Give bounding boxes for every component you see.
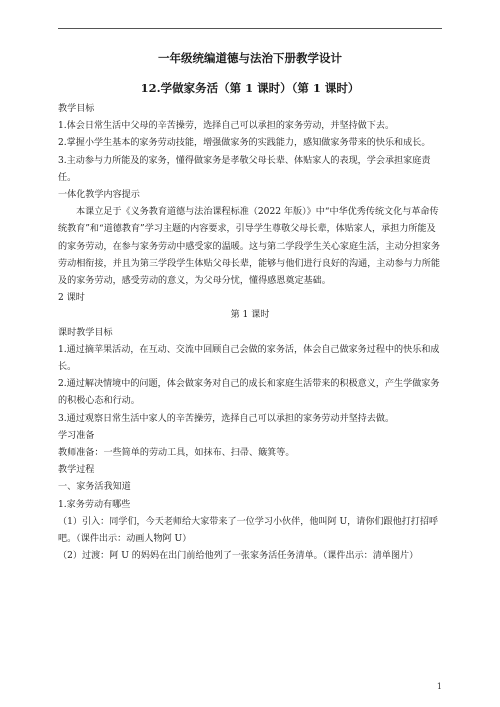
paragraph: 教学目标: [58, 104, 95, 114]
paragraph: 3.通过观察日常生活中家人的辛苦操劳，选择自己可以承担的家务劳动并坚持去做。: [58, 413, 395, 424]
paragraph: （2）过渡：阿 U 的妈妈在出门前给他列了一张家务活任务清单。（课件出示：清单图片）: [58, 551, 419, 562]
paragraph: 1.家务劳动有哪些: [58, 499, 131, 510]
paragraph: 1.通过摘苹果活动，在互动、交流中回顾自己会做的家务活，体会自己做家务过程中的快乐和成长。: [58, 344, 440, 373]
paragraph: 教师准备：一些简单的劳动工具，如抹布、扫帚、簸箕等。: [58, 448, 295, 459]
paragraph: 课时教学目标: [58, 327, 113, 338]
paragraph: 本课立足于《义务教育道德与法治课程标准（2022 年版）》中“中华优秀传统文化与革命传统教育”和“道德教育”学习主题的内容要求，引导学生尊敬父母长辈，体贴家人，承担力所能及的家务劳动，在参与家务劳动中感受家的温暖。这与第二学段学生关心家庭生活，主动分担家务劳动相衔接，并且为第三学段学生体贴父母长辈，能够与他们进行良好的沟通，主动参与力所能及的家务劳动，感受劳动的意义，为父母分忧，懂得感恩奠定基础。: [58, 207, 440, 287]
paragraph: 2.通过解决情境中的问题，体会做家务对自己的成长和家庭生活带来的积极意义，产生学做家务的积极心态和行动。: [58, 379, 440, 407]
document-title: 一年级统编道德与法治下册教学设计: [158, 51, 342, 65]
paragraph: 学习准备: [58, 430, 95, 441]
paragraph: （1）引入：同学们，今天老师给大家带来了一位学习小伙伴，他叫阿 U，请你们跟他打打招呼吧。（课件出示：动画人物阿 U）: [58, 516, 439, 545]
paragraph: 2 课时: [58, 293, 85, 304]
page-number: 1: [436, 682, 442, 691]
paragraph: 第 1 课时: [230, 310, 270, 321]
document-body: [58, 101, 442, 565]
paragraph: 3.主动参与力所能及的家务，懂得做家务是孝敬父母长辈、体贴家人的表现，学会承担家庭责任。: [58, 155, 431, 183]
paragraph: 一、家务活我知道: [58, 482, 131, 493]
lesson-title: 12.学做家务活（第 1 课时）（第 1 课时）: [140, 81, 360, 95]
paragraph: 1.体会日常生活中父母的辛苦操劳，选择自己可以承担的家务劳动，并坚持做下去。: [58, 121, 395, 132]
paragraph: 2.掌握小学生基本的家务劳动技能，增强做家务的实践能力，感知做家务带来的快乐和成长。: [58, 138, 431, 149]
paragraph: 教学过程: [58, 465, 95, 476]
paragraph: 一体化教学内容提示: [58, 190, 140, 201]
header-rule: [58, 28, 442, 29]
document-page: [58, 48, 442, 565]
